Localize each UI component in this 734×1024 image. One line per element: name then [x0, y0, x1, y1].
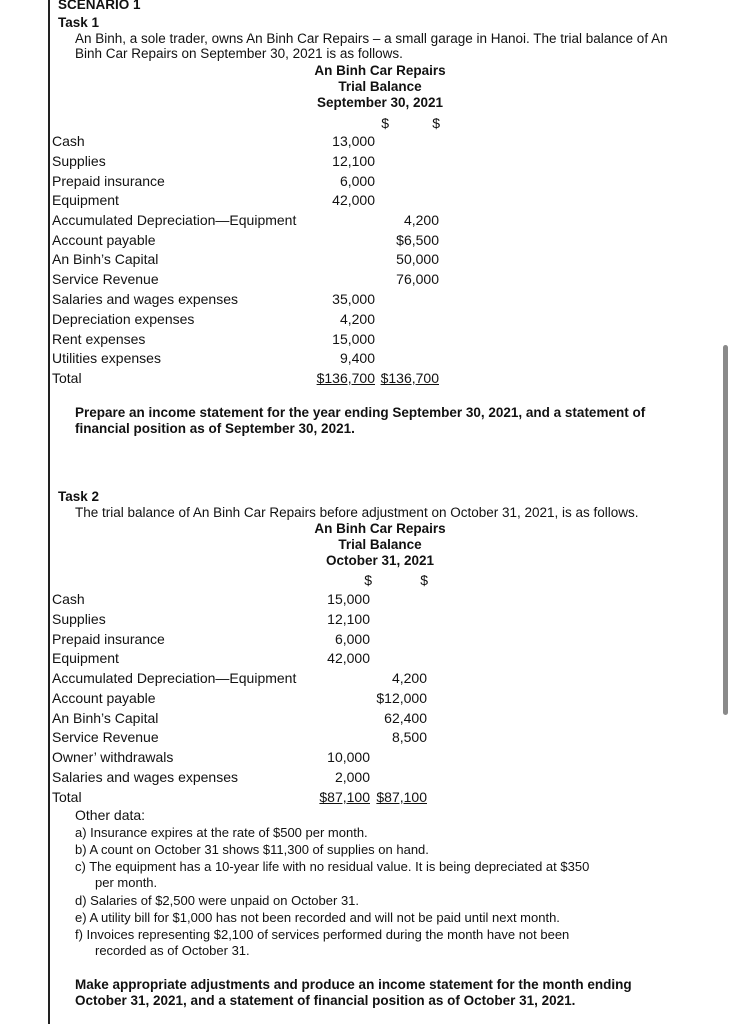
- table-row-debit: 42,000: [327, 650, 370, 666]
- other-data-label: Other data:: [75, 807, 146, 823]
- table-row-account: Service Revenue: [52, 271, 159, 287]
- table-row-debit: 15,000: [327, 591, 370, 607]
- table-row-account: An Binh’s Capital: [52, 710, 159, 726]
- table-row-account: Depreciation expenses: [52, 311, 195, 327]
- task2-intro: The trial balance of An Binh Car Repairs before adjustment on October 31, 2021, is as follows.: [75, 505, 639, 520]
- table-row-account: Account payable: [52, 690, 156, 706]
- task2-debit-header: $: [364, 572, 372, 588]
- task2-table-date: October 31, 2021: [325, 553, 435, 568]
- table-row-debit: 9,400: [339, 350, 375, 366]
- task1-instruction-line1: Prepare an income statement for the year ending September 30, 2021, and a statement of: [75, 405, 646, 420]
- table-row-credit: 4,200: [403, 212, 439, 228]
- task1-table-title: An Binh Car Repairs: [314, 63, 446, 78]
- table-row-account: Cash: [52, 133, 85, 149]
- table-row-credit: 4,200: [391, 670, 427, 686]
- table-row-account: Prepaid insurance: [52, 631, 165, 647]
- note-f: f) Invoices representing $2,100 of services performed during the month have not been: [75, 927, 570, 942]
- table-row-account: Equipment: [52, 192, 119, 208]
- task2-instruction-line2: October 31, 2021, and a statement of financial position as of October 31, 2021.: [75, 993, 576, 1008]
- table-row-account: Equipment: [52, 650, 119, 666]
- note-b: b) A count on October 31 shows $11,300 of supplies on hand.: [75, 842, 429, 857]
- table-row-total-label: Total: [52, 370, 82, 386]
- table-row-credit: 50,000: [396, 251, 439, 267]
- table-row-credit: $12,000: [376, 690, 427, 706]
- note-a: a) Insurance expires at the rate of $500 per month.: [75, 825, 368, 840]
- table-row-debit: 12,100: [332, 153, 375, 169]
- table-row-account: Service Revenue: [52, 729, 159, 745]
- vertical-scrollbar[interactable]: [723, 345, 728, 715]
- task1-credit-header: $: [432, 115, 440, 131]
- table-row-debit: 13,000: [332, 133, 375, 149]
- task1-heading: Task 1: [58, 15, 100, 30]
- table-row-account: Supplies: [52, 153, 106, 169]
- table-row-debit: 6,000: [339, 173, 375, 189]
- note-c-continued: per month.: [95, 875, 158, 890]
- note-e: e) A utility bill for $1,000 has not been recorded and will not be paid until next month.: [75, 910, 560, 925]
- task2-instruction-line1: Make appropriate adjustments and produce an income statement for the month ending: [75, 977, 632, 992]
- note-d: d) Salaries of $2,500 were unpaid on October 31.: [75, 893, 360, 908]
- task2-credit-header: $: [420, 572, 428, 588]
- task1-table-date: September 30, 2021: [316, 95, 444, 110]
- table-row-credit: 76,000: [396, 271, 439, 287]
- note-f-continued: recorded as of October 31.: [95, 943, 250, 958]
- table-row-account: An Binh’s Capital: [52, 251, 159, 267]
- table-row-account: Cash: [52, 591, 85, 607]
- table-row-debit: 15,000: [332, 331, 375, 347]
- table-total-credit: $87,100: [376, 789, 427, 805]
- table-total-debit: $136,700: [316, 370, 375, 386]
- table-row-account: Salaries and wages expenses: [52, 769, 239, 785]
- task1-table-subtitle: Trial Balance: [338, 79, 422, 94]
- table-row-account: Account payable: [52, 232, 156, 248]
- table-row-credit: 62,400: [384, 710, 427, 726]
- table-row-debit: 42,000: [332, 192, 375, 208]
- table-row-debit: 6,000: [334, 631, 370, 647]
- task1-intro-line2: Binh Car Repairs on September 30, 2021 is as follows.: [75, 46, 403, 61]
- table-row-total-label: Total: [52, 789, 82, 805]
- table-row-account: Rent expenses: [52, 331, 146, 347]
- table-total-debit: $87,100: [319, 789, 370, 805]
- table-row-debit: 12,100: [327, 611, 370, 627]
- table-row-account: Owner’ withdrawals: [52, 749, 174, 765]
- table-row-account: Accumulated Depreciation—Equipment: [52, 212, 297, 228]
- table-row-account: Utilities expenses: [52, 350, 161, 366]
- task1-instruction-line2: financial position as of September 30, 2021.: [75, 421, 355, 436]
- table-row-account: Accumulated Depreciation—Equipment: [52, 670, 297, 686]
- table-row-debit: 10,000: [327, 749, 370, 765]
- task1-intro-line1: An Binh, a sole trader, owns An Binh Car Repairs – a small garage in Hanoi. The trial balance of An: [75, 31, 668, 46]
- task2-table-subtitle: Trial Balance: [338, 537, 422, 552]
- table-row-debit: 4,200: [339, 311, 375, 327]
- table-total-credit: $136,700: [380, 370, 439, 386]
- table-row-debit: 2,000: [334, 769, 370, 785]
- task2-heading: Task 2: [58, 489, 100, 504]
- table-row-credit: $6,500: [396, 232, 439, 248]
- table-row-account: Supplies: [52, 611, 106, 627]
- task1-debit-header: $: [381, 115, 389, 131]
- table-row-account: Salaries and wages expenses: [52, 291, 239, 307]
- task2-table-title: An Binh Car Repairs: [314, 521, 446, 536]
- note-c: c) The equipment has a 10-year life with no residual value. It is being depreciated at $350: [75, 859, 590, 874]
- scenario-title: SCENARIO 1: [58, 0, 141, 12]
- table-row-credit: 8,500: [391, 729, 427, 745]
- left-border-line: [48, 0, 50, 1024]
- table-row-debit: 35,000: [332, 291, 375, 307]
- table-row-account: Prepaid insurance: [52, 173, 165, 189]
